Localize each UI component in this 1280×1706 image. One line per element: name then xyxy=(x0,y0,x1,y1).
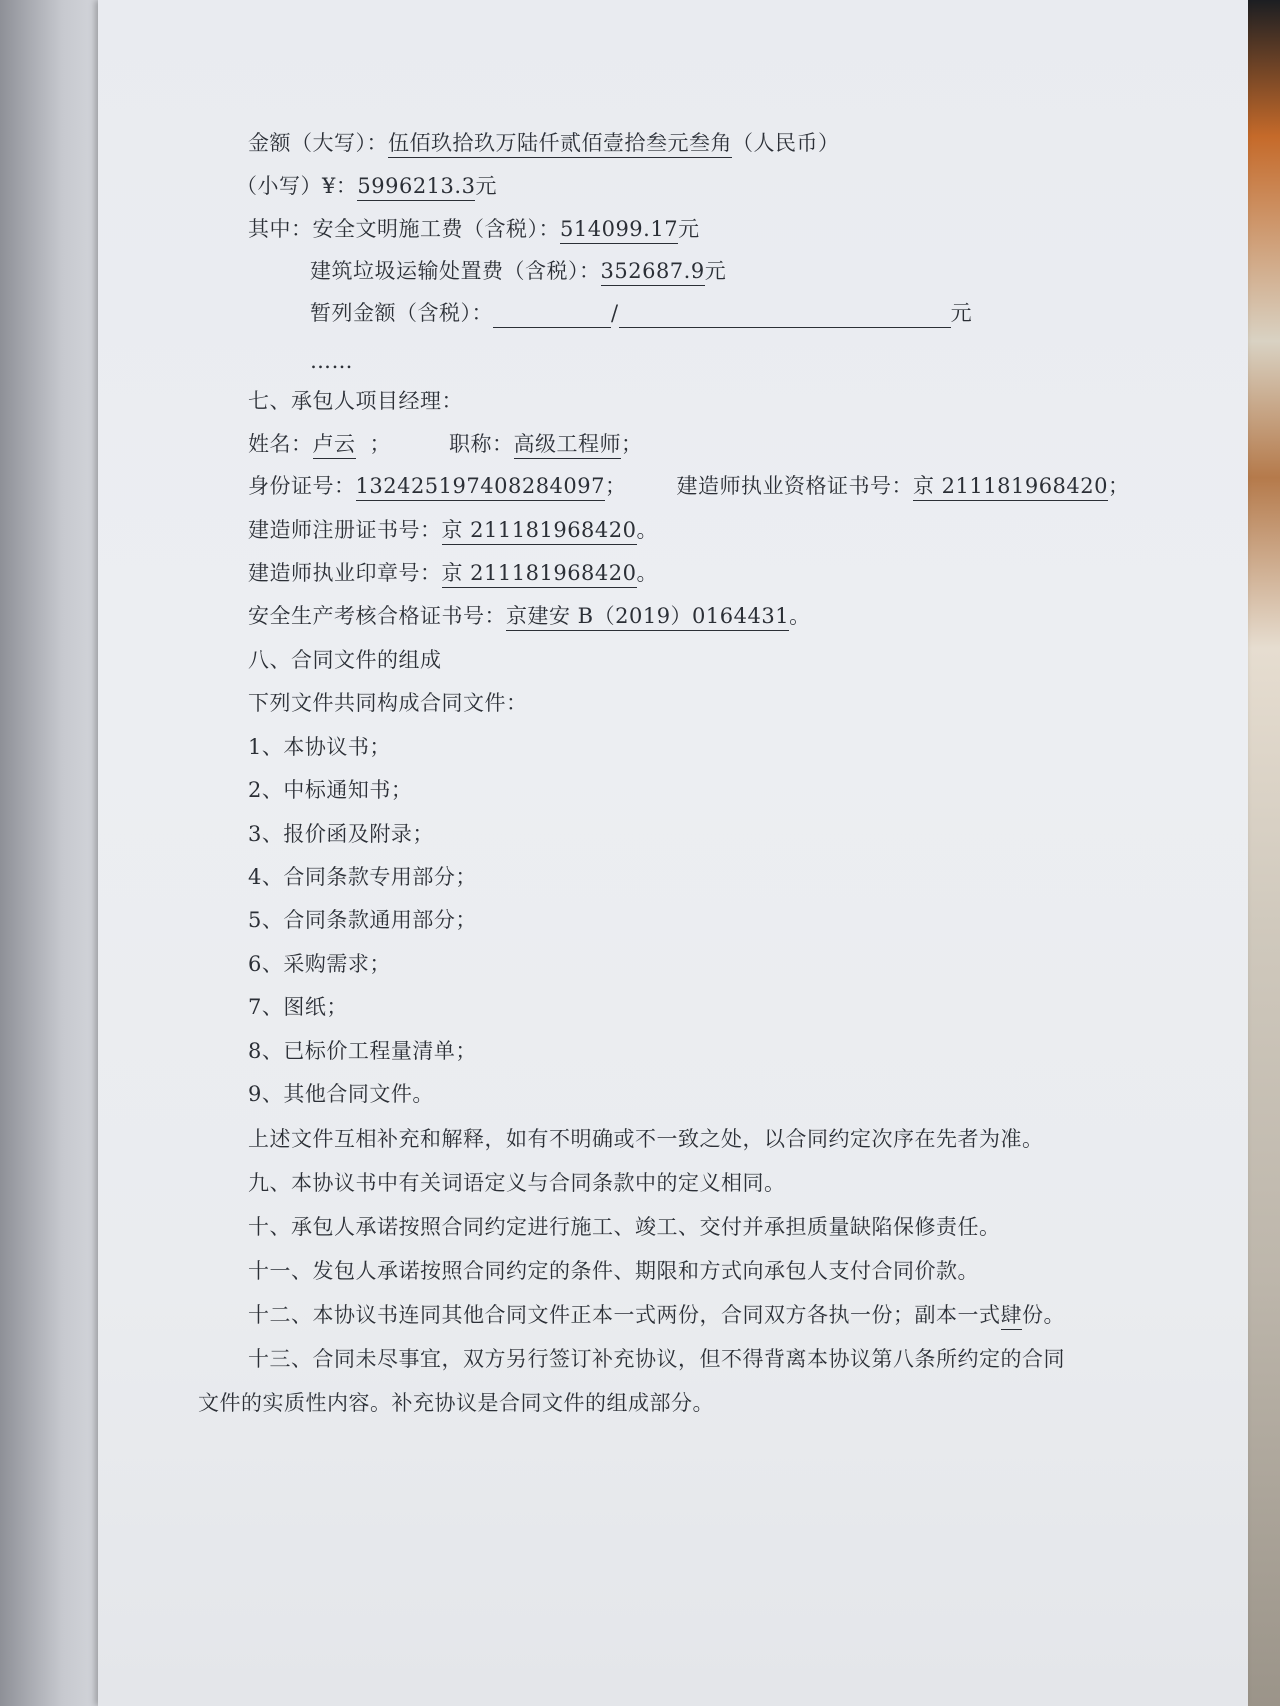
qualification-separator: ； xyxy=(1108,474,1130,498)
precedence-clause: 上述文件互相补充和解释，如有不明确或不一致之处，以合同约定次序在先者为准。 xyxy=(248,1127,1044,1151)
title-label: 职称： xyxy=(449,432,514,456)
yuan-unit: 元 xyxy=(950,301,973,325)
manager-heading: 七、承包人项目经理： xyxy=(248,389,463,413)
contract-page xyxy=(98,0,1248,1706)
safety-cert-separator: 。 xyxy=(789,604,811,628)
provisional-blank-1 xyxy=(493,303,611,328)
price-upper-line xyxy=(248,128,840,158)
yuan-unit: 元 xyxy=(704,259,727,283)
registration-number: 京 211181968420 xyxy=(442,517,637,545)
safety-cert-line xyxy=(248,601,811,631)
clause-12-text: 十二、本协议书连同其他合同文件正本一式两份，合同双方各执一份；副本一式 xyxy=(248,1303,1001,1327)
name-separator: ； xyxy=(369,432,391,456)
clause-13-line-1: 十三、合同未尽事宜，双方另行签订补充协议，但不得背离本协议第八条所约定的合同 xyxy=(248,1347,1065,1371)
clause-12 xyxy=(248,1300,1065,1330)
copies-count: 肆 xyxy=(1001,1302,1023,1330)
ellipsis: …… xyxy=(310,349,353,373)
seal-number: 京 211181968420 xyxy=(442,560,637,588)
list-item: 2、中标通知书； xyxy=(248,778,413,802)
clause-9: 九、本协议书中有关词语定义与合同条款中的定义相同。 xyxy=(248,1171,786,1195)
yuan-unit: 元 xyxy=(475,174,497,198)
qualification-label: 建造师执业资格证书号： xyxy=(676,474,913,498)
list-item: 4、合同条款专用部分； xyxy=(248,865,477,889)
list-item: 9、其他合同文件。 xyxy=(248,1082,434,1106)
provisional-blank-2 xyxy=(619,303,951,328)
safety-fee-label: 安全文明施工费（含税）： xyxy=(312,217,560,241)
waste-fee-value: 352687.9 xyxy=(601,258,705,286)
list-item: 6、采购需求； xyxy=(248,952,391,976)
manager-name-line xyxy=(248,429,643,459)
manager-title: 高级工程师 xyxy=(514,431,622,459)
list-item: 3、报价函及附录； xyxy=(248,822,434,846)
registration-line xyxy=(248,515,658,545)
id-number: 132425197408284097 xyxy=(356,473,606,501)
seal-separator: 。 xyxy=(636,561,659,585)
provisional-line xyxy=(310,298,972,328)
registration-separator: 。 xyxy=(636,518,659,542)
name-label: 姓名： xyxy=(248,432,313,456)
price-upper-label: 金额（大写）： xyxy=(248,131,388,155)
price-lower-line xyxy=(236,171,497,201)
documents-heading: 八、合同文件的组成 xyxy=(248,648,442,672)
clause-11: 十一、发包人承诺按照合同约定的条件、期限和方式向承包人支付合同价款。 xyxy=(248,1259,979,1283)
price-lower-value: 5996213.3 xyxy=(357,173,475,201)
seal-label: 建造师执业印章号： xyxy=(248,561,442,585)
manager-name: 卢云 xyxy=(313,431,356,459)
list-item: 8、已标价工程量清单； xyxy=(248,1039,477,1063)
waste-fee-line xyxy=(310,256,726,286)
safety-fee-line xyxy=(248,214,700,244)
yuan-unit: 元 xyxy=(678,217,700,241)
clause-13-line-2: 文件的实质性内容。补充协议是合同文件的组成部分。 xyxy=(198,1391,714,1415)
price-upper-value: 伍佰玖拾玖万陆仟贰佰壹拾叁元叁角 xyxy=(388,130,732,158)
id-separator: ； xyxy=(605,474,627,498)
provisional-slash: / xyxy=(611,301,619,325)
list-item: 7、图纸； xyxy=(248,995,348,1019)
underlying-page-edge xyxy=(0,0,105,1706)
documents-intro: 下列文件共同构成合同文件： xyxy=(248,691,528,715)
currency-note: （人民币） xyxy=(732,131,840,155)
list-item: 1、本协议书； xyxy=(248,735,391,759)
safety-cert-label: 安全生产考核合格证书号： xyxy=(248,604,506,628)
of-which-label: 其中： xyxy=(248,217,313,241)
list-item: 5、合同条款通用部分； xyxy=(248,908,477,932)
registration-label: 建造师注册证书号： xyxy=(248,518,442,542)
clause-10: 十、承包人承诺按照合同约定进行施工、竣工、交付并承担质量缺陷保修责任。 xyxy=(248,1215,1001,1239)
id-line xyxy=(248,471,1130,501)
id-label: 身份证号： xyxy=(248,474,356,498)
price-lower-label: （小写）¥： xyxy=(236,174,358,198)
safety-fee-value: 514099.17 xyxy=(560,216,678,244)
provisional-label: 暂列金额（含税）： xyxy=(310,301,493,325)
safety-cert-number: 京建安 B（2019）0164431 xyxy=(506,603,789,631)
clause-12-end: 份。 xyxy=(1022,1303,1065,1327)
waste-fee-label: 建筑垃圾运输处置费（含税）： xyxy=(310,259,601,283)
seal-line xyxy=(248,558,658,588)
qualification-number: 京 211181968420 xyxy=(913,473,1108,501)
title-separator: ； xyxy=(621,432,643,456)
